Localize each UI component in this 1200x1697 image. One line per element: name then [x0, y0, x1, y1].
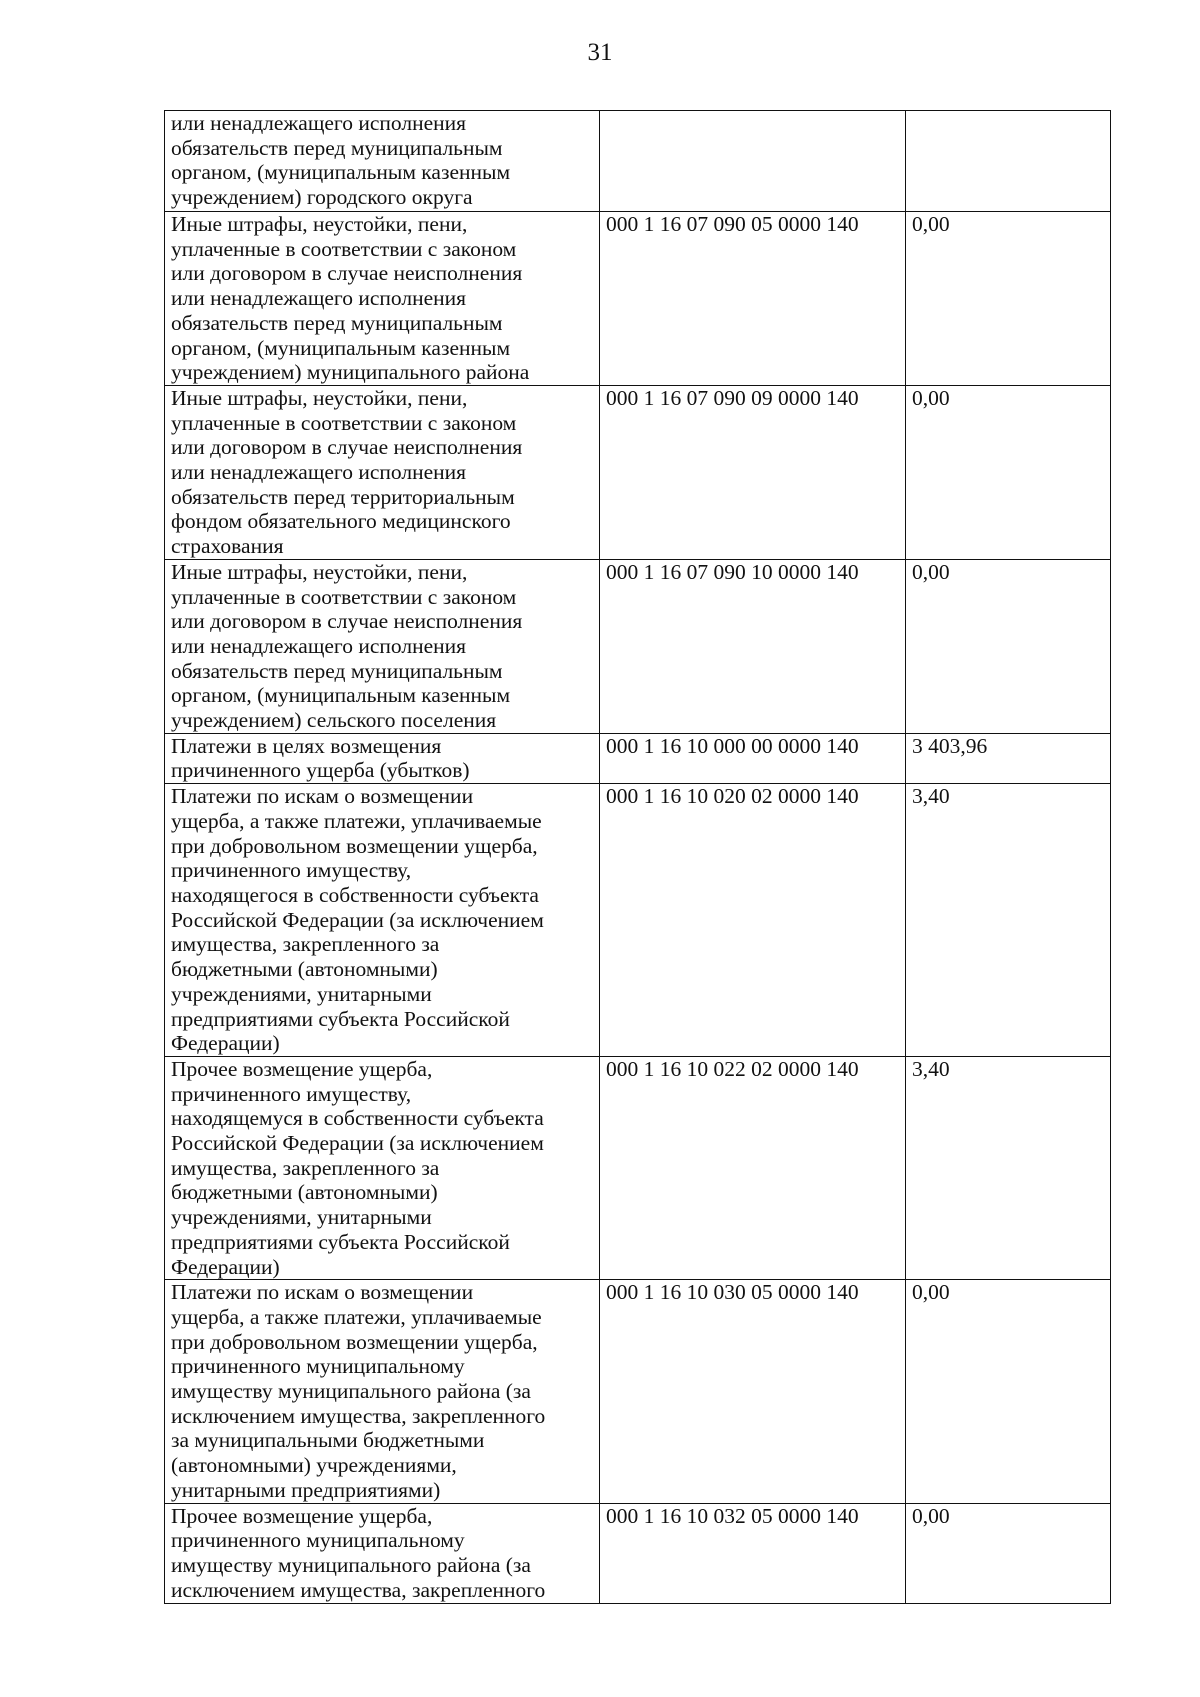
row-value-cell: 0,00 [906, 1503, 1111, 1603]
row-name-cell: Иные штрафы, неустойки, пени, уплаченные в соответствии с законом или договором в случае неисполнения или ненадлежащего исполнения обязательств перед территориальным фондом обязательного медицинского страхования [165, 385, 600, 559]
row-name-cell: Иные штрафы, неустойки, пени, уплаченные в соответствии с законом или договором в случае неисполнения или ненадлежащего исполнения обязательств перед муниципальным органом, (муниципальным казенным учреждением) сельского поселения [165, 559, 600, 733]
row-value-cell: 3,40 [906, 784, 1111, 1057]
row-code-cell: 000 1 16 10 032 05 0000 140 [600, 1503, 906, 1603]
table-row [165, 385, 1111, 559]
row-name-cell: Иные штрафы, неустойки, пени, уплаченные в соответствии с законом или договором в случае неисполнения или ненадлежащего исполнения обязательств перед муниципальным органом, (муниципальным казенным учреждением) муниципального района [165, 212, 600, 386]
table-row [165, 733, 1111, 783]
row-name-cell: Прочее возмещение ущерба, причиненного муниципальному имуществу муниципального района (за исключением имущества, закрепленного [165, 1503, 600, 1603]
row-code-cell: 000 1 16 07 090 09 0000 140 [600, 385, 906, 559]
table-row [165, 559, 1111, 733]
table-row [165, 1056, 1111, 1279]
row-name-cell: Платежи по искам о возмещении ущерба, а также платежи, уплачиваемые при добровольном возмещении ущерба, причиненного имуществу, находящегося в собственности субъекта Российской Федерации (за исключением имущества, закрепленного за бюджетными (автономными) учреждениями, унитарными предприятиями субъекта Российской Федерации) [165, 784, 600, 1057]
row-code-cell: 000 1 16 10 000 00 0000 140 [600, 733, 906, 783]
revenue-table [164, 110, 1111, 1604]
row-code-cell: 000 1 16 10 020 02 0000 140 [600, 784, 906, 1057]
row-code-cell [600, 111, 906, 212]
row-code-cell: 000 1 16 07 090 10 0000 140 [600, 559, 906, 733]
page-number: 31 [587, 39, 613, 66]
row-value-cell: 0,00 [906, 212, 1111, 386]
row-value-cell: 3 403,96 [906, 733, 1111, 783]
table-row [165, 1503, 1111, 1603]
row-value-cell [906, 111, 1111, 212]
row-value-cell: 0,00 [906, 1280, 1111, 1503]
table-row [165, 1280, 1111, 1503]
row-name-cell: Прочее возмещение ущерба, причиненного имуществу, находящемуся в собственности субъекта Российской Федерации (за исключением имущества, закрепленного за бюджетными (автономными) учреждениями, унитарными предприятиями субъекта Российской Федерации) [165, 1056, 600, 1279]
row-value-cell: 0,00 [906, 559, 1111, 733]
row-code-cell: 000 1 16 10 030 05 0000 140 [600, 1280, 906, 1503]
row-name-cell: Платежи по искам о возмещении ущерба, а также платежи, уплачиваемые при добровольном возмещении ущерба, причиненного муниципальному имуществу муниципального района (за исключением имущества, закрепленного за муниципальными бюджетными (автономными) учреждениями, унитарными предприятиями) [165, 1280, 600, 1503]
row-code-cell: 000 1 16 10 022 02 0000 140 [600, 1056, 906, 1279]
row-name-cell: или ненадлежащего исполнения обязательств перед муниципальным органом, (муниципальным казенным учреждением) городского округа [165, 111, 600, 212]
row-value-cell: 0,00 [906, 385, 1111, 559]
row-name-cell: Платежи в целях возмещения причиненного ущерба (убытков) [165, 733, 600, 783]
table-row [165, 784, 1111, 1057]
row-value-cell: 3,40 [906, 1056, 1111, 1279]
table-row [165, 111, 1111, 212]
row-code-cell: 000 1 16 07 090 05 0000 140 [600, 212, 906, 386]
table-row [165, 212, 1111, 386]
